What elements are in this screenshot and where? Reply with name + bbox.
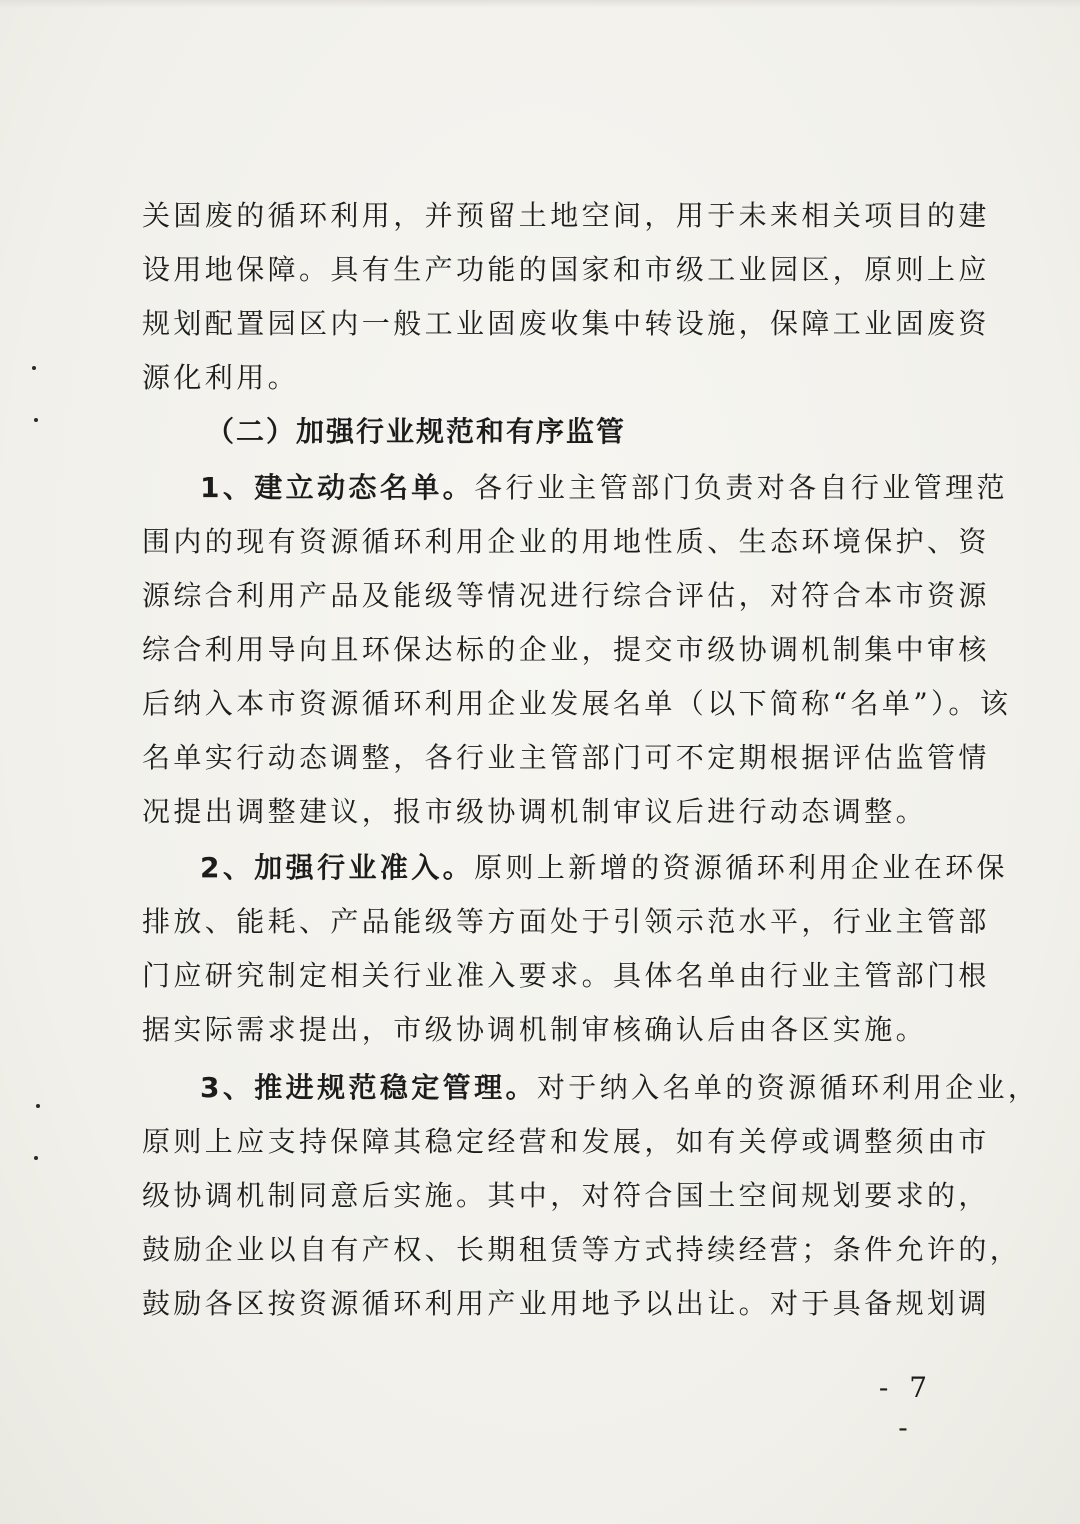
item3-line-4: 鼓励企业以自有产权、长期租赁等方式持续经营；条件允许的， (142, 1233, 1022, 1266)
item2-line-3: 门应研究制定相关行业准入要求。具体名单由行业主管部门根 (142, 959, 990, 992)
item3-first-line-text: 对于纳入名单的资源循环利用企业， (536, 1071, 1040, 1104)
item1-title: 1、建立动态名单。 (200, 471, 475, 504)
item3-line-2: 原则上应支持保障其稳定经营和发展，如有关停或调整须由市 (142, 1125, 990, 1158)
scan-speck (34, 418, 38, 422)
item1-first-line-text: 各行业主管部门负责对各自行业管理范 (474, 471, 1008, 504)
item1-line-3: 源综合利用产品及能级等情况进行综合评估，对符合本市资源 (142, 579, 990, 612)
item1-line-7: 况提出调整建议，报市级协调机制审议后进行动态调整。 (142, 795, 928, 828)
scan-speck (36, 1104, 40, 1108)
intro-line-1: 关固废的循环利用，并预留土地空间，用于未来相关项目的建 (142, 199, 990, 232)
item3-first-line (200, 1068, 1040, 1108)
item2-line-2: 排放、能耗、产品能级等方面处于引领示范水平，行业主管部 (142, 905, 990, 938)
intro-line-3: 规划配置园区内一般工业固废收集中转设施，保障工业固废资 (142, 307, 990, 340)
item1-line-6: 名单实行动态调整，各行业主管部门可不定期根据评估监管情 (142, 741, 990, 774)
intro-line-4: 源化利用。 (142, 361, 300, 394)
item1-line-4: 综合利用导向且环保达标的企业，提交市级协调机制集中审核 (142, 633, 990, 666)
item3-title: 3、推进规范稳定管理。 (200, 1071, 537, 1104)
item3-line-3: 级协调机制同意后实施。其中，对符合国土空间规划要求的， (142, 1179, 990, 1212)
item1-line-5: 后纳入本市资源循环利用企业发展名单（以下简称“名单”）。该 (142, 687, 1012, 720)
scan-speck (32, 366, 36, 370)
section-heading: （二）加强行业规范和有序监管 (206, 415, 627, 448)
item2-title: 2、加强行业准入。 (200, 851, 475, 884)
item1-line-2: 围内的现有资源循环利用企业的用地性质、生态环境保护、资 (142, 525, 990, 558)
item2-first-line (200, 848, 1008, 888)
item3-line-5: 鼓励各区按资源循环利用产业用地予以出让。对于具备规划调 (142, 1287, 990, 1320)
scan-speck (34, 1156, 38, 1160)
scan-edge (0, 0, 1080, 8)
page-number: - 7 - (878, 1371, 934, 1444)
item2-line-4: 据实际需求提出，市级协调机制审核确认后由各区实施。 (142, 1013, 928, 1046)
intro-line-2: 设用地保障。具有生产功能的国家和市级工业园区，原则上应 (142, 253, 990, 286)
item2-first-line-text: 原则上新增的资源循环利用企业在环保 (474, 851, 1008, 884)
item1-first-line (200, 468, 1008, 508)
